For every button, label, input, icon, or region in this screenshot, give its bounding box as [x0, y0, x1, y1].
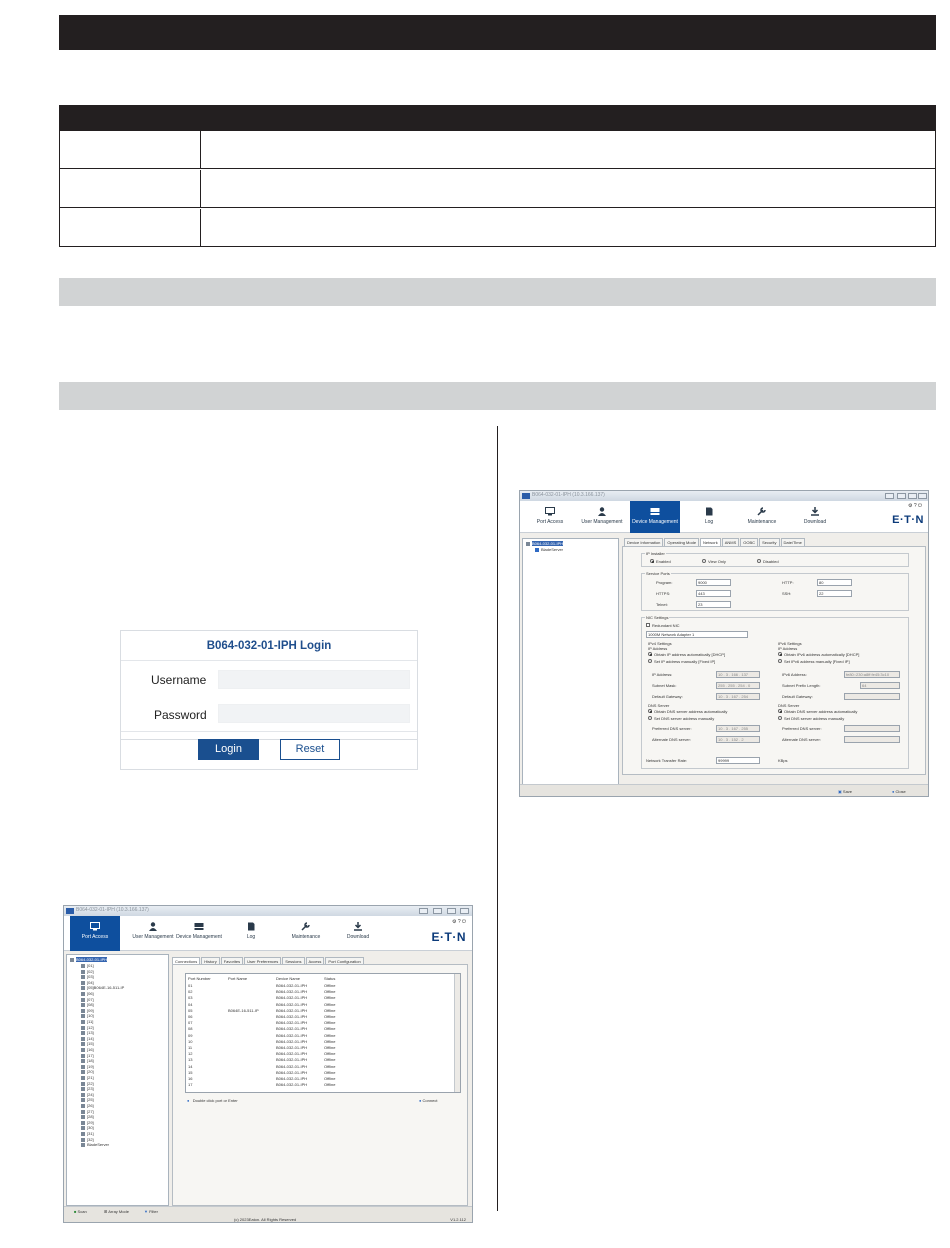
tree-item[interactable]: [06] [81, 991, 94, 996]
tab-download[interactable] [792, 501, 838, 533]
table-cell: 17 [188, 1082, 193, 1088]
table-cell: Offline [324, 1032, 336, 1038]
tab-history[interactable]: History [201, 957, 219, 965]
table-cell: Offline [324, 1007, 336, 1013]
device-icon [194, 922, 204, 931]
user-icon [597, 507, 607, 516]
connections-panel [172, 964, 468, 1206]
tab-log[interactable] [686, 501, 732, 533]
tree-item[interactable]: [10] [81, 1013, 94, 1018]
table-cell: 04 [188, 1001, 193, 1007]
table-cell: 05 [188, 1007, 193, 1013]
app-icon [522, 493, 530, 499]
tree-item[interactable]: [16] [81, 1047, 94, 1052]
tree-item[interactable]: [14] [81, 1036, 94, 1041]
tree-item[interactable]: [15] [81, 1041, 94, 1046]
table-cell: Offline [324, 1045, 336, 1050]
table-cell: B064E-16-511-IP [228, 1007, 259, 1013]
table-cell: B064-032-01-IPH [276, 1014, 308, 1019]
tab-operating-mode[interactable]: Operating Mode [664, 538, 699, 546]
table-cell: Offline [324, 989, 336, 995]
table-cell: 14 [188, 1063, 193, 1069]
tab-label: Port Access [536, 519, 564, 525]
tab-user-management[interactable] [578, 501, 626, 533]
port-icon [81, 970, 85, 974]
port-icon [81, 1110, 85, 1114]
table-cell: Offline [324, 995, 336, 1001]
table-cell: Offline [324, 1076, 336, 1081]
table-cell: Offline [324, 1051, 336, 1057]
tab-favorites[interactable]: Favorites [221, 957, 243, 965]
user-icon [148, 922, 158, 931]
ipv6-gateway-field[interactable] [844, 693, 900, 700]
status-bar [64, 1206, 472, 1223]
ipv6-address-field[interactable]: fe80::230:a8ff:fe45:3c10 [844, 671, 900, 678]
tab-oobc[interactable]: OOBC [740, 538, 758, 546]
table-cell: B064-032-01-IPH [276, 989, 308, 995]
table-cell: 15 [188, 1069, 193, 1075]
tree-item[interactable]: [25] [81, 1097, 94, 1102]
table-cell: 07 [188, 1020, 193, 1026]
tree-item[interactable]: [22] [81, 1081, 94, 1086]
table-cell: Offline [324, 983, 336, 988]
port-icon [81, 1020, 85, 1024]
tree-item[interactable]: [30] [81, 1125, 94, 1130]
table-cell: B064-032-01-IPH [276, 1007, 308, 1013]
maximize-icon[interactable] [908, 493, 917, 499]
http-port-field[interactable]: 80 [817, 579, 852, 586]
main-toolbar [520, 501, 928, 533]
login-panel [120, 630, 418, 740]
tab-device-information[interactable]: Device Information [624, 538, 663, 546]
tab-label: Port Access [81, 934, 109, 940]
login-actions [120, 730, 418, 770]
table-cell: B064-032-01-IPH [276, 1082, 308, 1088]
dns6-auto-radio[interactable] [778, 709, 782, 713]
tab-label: User Management [581, 519, 623, 525]
table-cell: Offline [324, 1020, 336, 1026]
table-cell: B064-032-01-IPH [276, 1038, 308, 1044]
ipv6-fixed-radio[interactable] [778, 659, 782, 663]
tree-item[interactable]: BladeServer [81, 1142, 109, 1147]
table-cell: B064-032-01-IPH [276, 1032, 308, 1038]
table-cell: 10 [188, 1038, 193, 1044]
port-icon [81, 1115, 85, 1119]
tab-port-access[interactable] [526, 501, 574, 533]
enabled-radio[interactable] [650, 559, 654, 563]
monitor-icon [545, 507, 555, 516]
dns-auto-radio[interactable] [648, 709, 652, 713]
port-icon [81, 1076, 85, 1080]
tab-device-management[interactable] [174, 916, 224, 948]
tree-item[interactable]: [13] [81, 1030, 94, 1035]
window-title: B064-032-01-IPH (10.3.166.137) [76, 907, 149, 913]
alternate-dns6-field[interactable] [844, 736, 900, 743]
tree-item[interactable]: [19] [81, 1064, 94, 1069]
port-icon [81, 1093, 85, 1097]
connect-button[interactable]: ● Connect [419, 1098, 438, 1103]
tree-item[interactable]: BladeServer [535, 547, 563, 552]
port-icon [81, 1059, 85, 1063]
tree-item[interactable]: [28] [81, 1114, 94, 1119]
device-tree [66, 954, 169, 1206]
ipv6-dhcp-radio[interactable] [778, 652, 782, 656]
download-icon [810, 507, 820, 516]
username-input[interactable] [218, 670, 410, 689]
version: V1.2.112 [450, 1217, 466, 1222]
column-divider [497, 426, 498, 1211]
redundant-nic-checkbox[interactable] [646, 623, 650, 627]
reset-button[interactable]: Reset [280, 739, 340, 760]
download-icon [353, 922, 363, 931]
ipv4-dhcp-radio[interactable] [648, 652, 652, 656]
tab-label: Download [803, 519, 827, 525]
tree-item[interactable]: [21] [81, 1075, 94, 1080]
minimize-icon[interactable] [433, 908, 442, 914]
program-port-field[interactable]: 9000 [696, 579, 731, 586]
port-icon [81, 986, 85, 990]
tab-port-configuration[interactable]: Port Configuration [325, 957, 363, 965]
dns-manual-radio[interactable] [648, 716, 652, 720]
telnet-port-field[interactable]: 23 [696, 601, 731, 608]
section-band [59, 278, 936, 306]
port-icon [81, 1138, 85, 1142]
view-only-radio[interactable] [702, 559, 706, 563]
port-icon [81, 1031, 85, 1035]
table-cell: 01 [188, 983, 193, 988]
section-band [59, 382, 936, 410]
device-tree [522, 538, 619, 796]
app-icon [66, 908, 74, 914]
port-icon [81, 981, 85, 985]
eaton-logo: E·T·N [892, 514, 924, 526]
tree-item[interactable]: [26] [81, 1103, 94, 1108]
table-cell: Offline [324, 1038, 336, 1044]
wrench-icon [301, 922, 311, 931]
tree-root[interactable]: B064-032-01-IPH [526, 541, 563, 546]
table-cell: Offline [324, 1082, 336, 1088]
tab-connections[interactable]: Connections [172, 957, 200, 965]
table-cell: 09 [188, 1032, 193, 1038]
port-icon [81, 1054, 85, 1058]
tab-label: Log [704, 519, 714, 525]
array-mode-button[interactable]: ⊞ Array Mode [104, 1209, 129, 1214]
service-ports-group: Service Ports Program: 9000 HTTP: 80 HTTPS: 443 SSH: 22 Telnet: 23 [641, 573, 909, 611]
table-cell: 16 [188, 1076, 193, 1081]
tree-root[interactable]: B064-032-01-IPH [70, 957, 107, 962]
help-icon[interactable]: ⚙ ? ⏻ [452, 919, 466, 925]
tree-item[interactable]: [20] [81, 1069, 94, 1074]
transfer-rate-field[interactable]: 99999 [716, 757, 760, 764]
table-cell: Offline [324, 1057, 336, 1063]
device-management-window [519, 490, 929, 797]
ip-address-field[interactable]: 10 . 3 . 166 . 137 [716, 671, 760, 678]
tree-item[interactable]: [32] [81, 1137, 94, 1142]
table-cell: B064-032-01-IPH [276, 1001, 308, 1007]
table-cell: B064-032-01-IPH [276, 1045, 308, 1050]
minimize-icon[interactable] [897, 493, 906, 499]
tree-item[interactable]: [11] [81, 1019, 93, 1024]
table-cell: 08 [188, 1026, 193, 1032]
tab-security[interactable]: Security [759, 538, 779, 546]
port-icon [81, 1048, 85, 1052]
hint-text: ● Double click port or Enter [187, 1098, 238, 1103]
tab-label: Device Management [632, 519, 678, 525]
tab-network[interactable]: Network [700, 538, 721, 546]
table-header [60, 106, 935, 131]
tree-item[interactable]: [24] [81, 1092, 94, 1097]
table-cell: 06 [188, 1014, 193, 1019]
port-list: Port Number Port Name Device Name Status 01 B064-032-01-IPH Offline 02 B064-032-01-IPH Offline 03 B064-032-01-IPH Offline 04 B064-032-01-IPH Offline 05 B064E-16-511-IP B064-032-01-IPH Offline 06 B064-032-01-IPH Offline 07 B064-032-01-IPH Offline 08 B064-032-01-IPH Offline 09 B064-032-01-IPH Offline 10 B064-032-01-IPH Offline 11 B064-032-01-IPH Offline 12 B064-032-01-IPH Offline 13 B064-032-01-IPH Offline 14 B064-032-01-IPH Offline 15 B064-032-01-IPH Offline 16 B064-032-01-IPH Offline 17 B064-032-01-IPH Offline [185, 973, 461, 1093]
alternate-dns-field[interactable]: 10 . 3 . 152 . 2 [716, 736, 760, 743]
prefix-length-field[interactable]: 64 [860, 682, 900, 689]
table-cell: B064-032-01-IPH [276, 1026, 308, 1032]
port-icon [81, 1009, 85, 1013]
scan-button[interactable]: ■ Scan [74, 1209, 87, 1214]
tab-label: Device Management [176, 934, 222, 940]
tree-item[interactable]: [08] [81, 1002, 94, 1007]
info-table [59, 105, 936, 247]
close-button[interactable]: ● Close [892, 789, 906, 794]
port-icon [81, 1042, 85, 1046]
port-icon [81, 1026, 85, 1030]
pin-icon[interactable] [885, 493, 894, 499]
dns6-manual-radio[interactable] [778, 716, 782, 720]
table-cell: B064-032-01-IPH [276, 1076, 308, 1081]
port-icon [81, 1087, 85, 1091]
tree-item[interactable]: [03] [81, 974, 94, 979]
status-bar [520, 784, 928, 797]
disabled-radio[interactable] [757, 559, 761, 563]
port-icon [81, 964, 85, 968]
eaton-logo: E·T·N [431, 930, 466, 944]
table-cell: Offline [324, 1014, 336, 1019]
tree-item[interactable]: [12] [81, 1025, 94, 1030]
tab-label: Log [246, 934, 256, 940]
ip-installer-group: IP Installer Enabled View Only Disabled [641, 553, 909, 567]
wrench-icon [757, 507, 767, 516]
port-icon [81, 992, 85, 996]
tab-download[interactable] [332, 916, 384, 948]
table-cell: Offline [324, 1026, 336, 1032]
tree-item[interactable]: [01] [81, 963, 94, 968]
port-access-window [63, 905, 473, 1223]
device-icon [650, 507, 660, 516]
tab-label: Maintenance [747, 519, 777, 525]
tree-item[interactable]: [31] [81, 1131, 94, 1136]
port-icon [81, 975, 85, 979]
tab-label: Download [346, 934, 370, 940]
login-button[interactable]: Login [198, 739, 259, 760]
tree-item[interactable]: [27] [81, 1109, 94, 1114]
tab-access[interactable]: Access [306, 957, 325, 965]
tree-item[interactable]: [09] [81, 1008, 94, 1013]
main-toolbar [64, 916, 472, 951]
table-cell: B064-032-01-IPH [276, 1051, 308, 1057]
save-button[interactable]: ▣ Save [838, 789, 853, 794]
table-cell: 11 [188, 1045, 193, 1050]
close-icon[interactable] [460, 908, 469, 914]
port-icon [81, 998, 85, 1002]
table-cell: Offline [324, 1001, 336, 1007]
document-icon [246, 922, 256, 931]
table-cell: B064-032-01-IPH [276, 983, 308, 988]
window-title: B064-032-01-IPH (10.3.166.137) [532, 492, 605, 498]
tree-item[interactable]: [17] [81, 1053, 94, 1058]
page-header-bar [59, 15, 936, 50]
tab-maintenance[interactable] [280, 916, 332, 948]
pin-icon[interactable] [419, 908, 428, 914]
port-icon [81, 1003, 85, 1007]
port-icon [81, 1070, 85, 1074]
tab-label: User Management [132, 934, 174, 940]
port-icon [81, 1098, 85, 1102]
table-cell: B064-032-01-IPH [276, 1063, 308, 1069]
adapter-select[interactable]: 1000M Network Adapter 1 [646, 631, 748, 638]
list-scrollbar[interactable] [454, 974, 460, 1092]
table-cell: 03 [188, 995, 193, 1001]
nic-settings-group: NIC Settings Redundant NIC 1000M Network Adapter 1 IPv4 Settings IP Address Obtain IP address automatically [DHCP] Set IP address manually [Fixed IP] IP Address: 10 . 3 . 166 . 137 Subnet Mask: 255 . 255 . 254 . 0 Default Gateway: 10 . 3 . 167 . 254 DNS Server Obtain DNS server address automatically Set DNS server address manually Preferred DNS server: 10 . 3 . 167 . 255 Alternate DNS server: 10 . 3 . 152 . 2 IPv6 Settings IP Address Obtain IPv6 address automatically [DHCP] Set IPv6 address manually [Fixed IP] IPv6 Address: fe80::230:a8ff:fe45:3c10 Subnet Prefix Length: 64 Default Gateway: DNS Server Obtain DNS server address automatically Set DNS server address manually Preferred DNS server: Alternate DNS server: Network Transfer Rate: 99999 KBps [641, 617, 909, 769]
tab-user-preferences[interactable]: User Preferences [244, 957, 281, 965]
table-row [60, 209, 935, 247]
tab-sessions[interactable]: Sessions [282, 957, 304, 965]
username-label: Username [151, 673, 207, 687]
table-cell: Offline [324, 1063, 336, 1069]
table-cell: 02 [188, 989, 193, 995]
ssh-port-field[interactable]: 22 [817, 590, 852, 597]
settings-tabs [624, 538, 806, 546]
close-icon[interactable] [918, 493, 927, 499]
table-cell: B064-032-01-IPH [276, 1020, 308, 1026]
tab-log[interactable] [228, 916, 274, 948]
window-titlebar [64, 906, 472, 916]
table-cell: Offline [324, 1069, 336, 1075]
login-title: B064-032-01-IPH Login [121, 631, 417, 661]
preferred-dns6-field[interactable] [844, 725, 900, 732]
subnet-mask-field[interactable]: 255 . 255 . 254 . 0 [716, 682, 760, 689]
tab-device-management[interactable] [630, 501, 680, 533]
tree-item[interactable]: [07] [81, 997, 94, 1002]
port-icon [81, 1082, 85, 1086]
tree-item[interactable]: [18] [81, 1058, 94, 1063]
tree-item[interactable]: [02] [81, 969, 94, 974]
tab-maintenance[interactable] [738, 501, 786, 533]
port-icon [81, 1065, 85, 1069]
tree-item[interactable]: [04] [81, 980, 94, 985]
table-cell: B064-032-01-IPH [276, 1057, 308, 1063]
window-titlebar [520, 491, 928, 501]
port-icon [81, 1132, 85, 1136]
table-cell: B064-032-01-IPH [276, 995, 308, 1001]
password-input[interactable] [218, 704, 410, 723]
help-icon[interactable]: ⚙ ? ⏻ [908, 503, 922, 509]
table-row [60, 170, 935, 208]
table-cell: 13 [188, 1057, 193, 1063]
monitor-icon [90, 922, 100, 931]
table-row [60, 131, 935, 169]
port-icon [81, 1126, 85, 1130]
filter-button[interactable]: ▼ Filter [144, 1209, 158, 1214]
default-gateway-field[interactable]: 10 . 3 . 167 . 254 [716, 693, 760, 700]
port-icon [81, 1104, 85, 1108]
maximize-icon[interactable] [447, 908, 456, 914]
tab-date-time[interactable]: Date/Time [781, 538, 805, 546]
port-icon [81, 1143, 85, 1147]
password-label: Password [154, 708, 207, 722]
tab-port-access[interactable] [70, 916, 120, 951]
tree-item[interactable]: [05]B064E-16-511-IP [81, 985, 124, 990]
table-cell: 12 [188, 1051, 193, 1057]
table-cell: B064-032-01-IPH [276, 1069, 308, 1075]
copyright: (c) 2023Eaton. All Rights Reserved [234, 1217, 297, 1222]
ipv4-fixed-radio[interactable] [648, 659, 652, 663]
https-port-field[interactable]: 443 [696, 590, 731, 597]
tree-item[interactable]: [29] [81, 1120, 94, 1125]
port-icon [81, 1037, 85, 1041]
preferred-dns-field[interactable]: 10 . 3 . 167 . 255 [716, 725, 760, 732]
network-panel [622, 546, 926, 775]
tab-anms[interactable]: ANMS [722, 538, 740, 546]
port-icon [81, 1014, 85, 1018]
tree-item[interactable]: [23] [81, 1086, 94, 1091]
port-icon [81, 1121, 85, 1125]
tab-label: Maintenance [291, 934, 321, 940]
document-icon [704, 507, 714, 516]
